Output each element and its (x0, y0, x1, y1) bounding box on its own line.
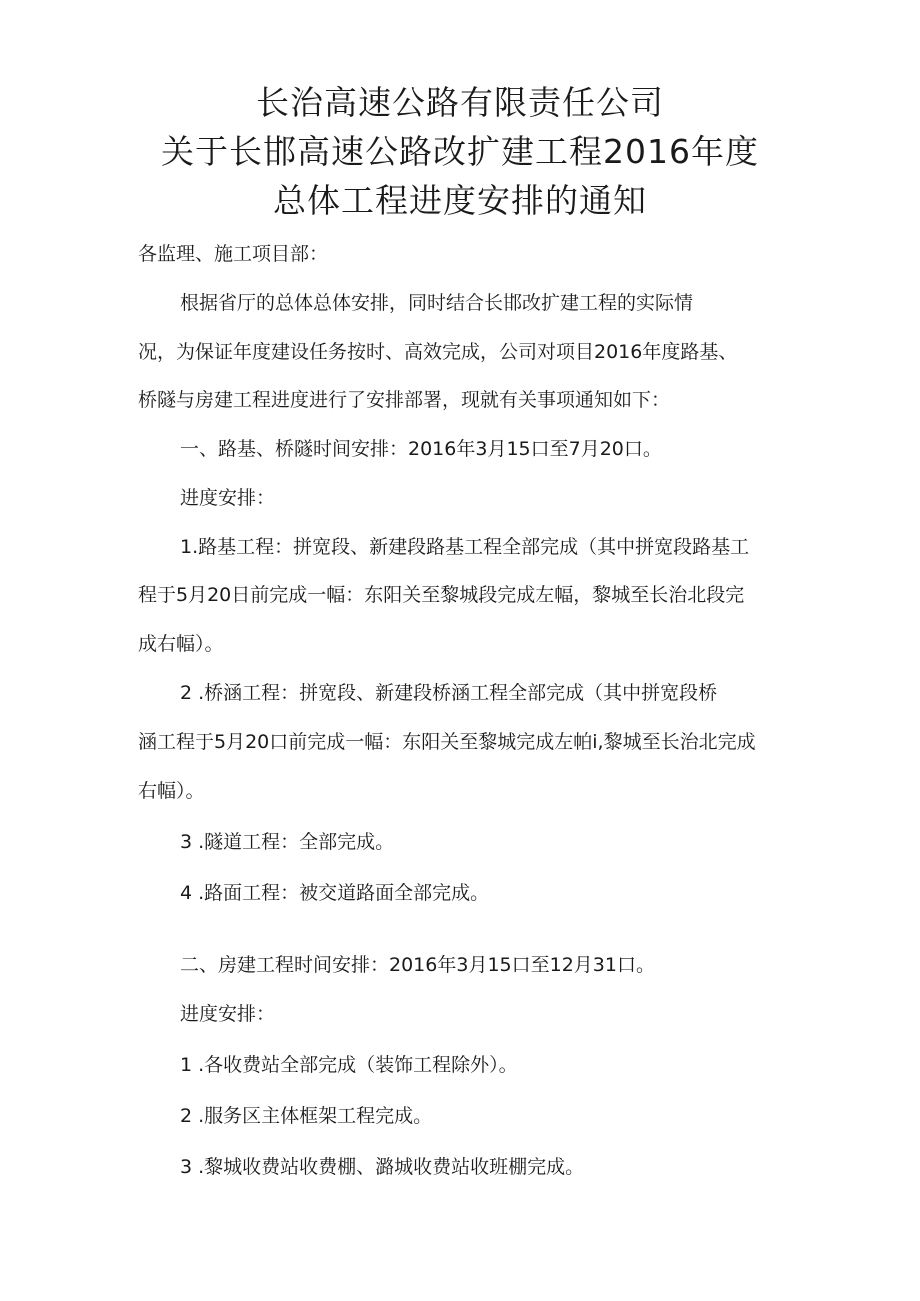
salutation: 各监理、施工项目部： (138, 243, 329, 265)
section2-item3: 3 .黎城收费站收费棚、潞城收费站收班棚完成。 (180, 1156, 585, 1178)
section1-heading: 一、路基、桥隧时间安排：2016年3月15口至7月20口。 (180, 438, 662, 460)
section2-item1: 1 .各收费站全部完成（装饰工程除外）。 (180, 1054, 518, 1076)
section1-item3: 3 .隧道工程：全部完成。 (180, 831, 395, 853)
section1-item1-line-3: 成右幅）。 (138, 633, 224, 655)
section1-item2-line-2: 涵工程于5月20口前完成一幅：东阳关至黎城完成左帕i,黎城至长治北完成 (138, 731, 756, 753)
intro-line-2: 况，为保证年度建设任务按时、高效完成，公司对项目2016年度路基、 (138, 341, 738, 363)
document-title-line-3: 总体工程进度安排的通知 (273, 181, 647, 220)
document-title-line-1: 长治高速公路有限责任公司 (256, 83, 664, 122)
document-title-line-2: 关于长邯高速公路改扩建工程2016年度 (161, 132, 759, 171)
intro-line-1: 根据省厅的总体总体安排，同时结合长邯改扩建工程的实际情 (180, 292, 694, 314)
section1-item4: 4 .路面工程：被交道路面全部完成。 (180, 882, 490, 904)
section1-item2-line-1: 2 .桥涵工程：拼宽段、新建段桥涵工程全部完成（其中拼宽段桥 (180, 682, 718, 704)
section2-progress-label: 进度安排： (180, 1003, 276, 1025)
section1-progress-label: 进度安排： (180, 487, 276, 509)
section1-item2-line-3: 右幅）。 (138, 780, 205, 802)
section1-item1-line-2: 程于5月20日前完成一幅：东阳关至黎城段完成左幅，黎城至长治北段完 (138, 584, 745, 606)
section2-heading: 二、房建工程时间安排：2016年3月15口至12月31口。 (180, 954, 655, 976)
section2-item2: 2 .服务区主体框架工程完成。 (180, 1105, 433, 1127)
intro-line-3: 桥隧与房建工程进度进行了安排部署，现就有关事项通知如下： (138, 389, 671, 411)
section1-item1-line-1: 1.路基工程：拼宽段、新建段路基工程全部完成（其中拼宽段路基工 (180, 536, 750, 558)
